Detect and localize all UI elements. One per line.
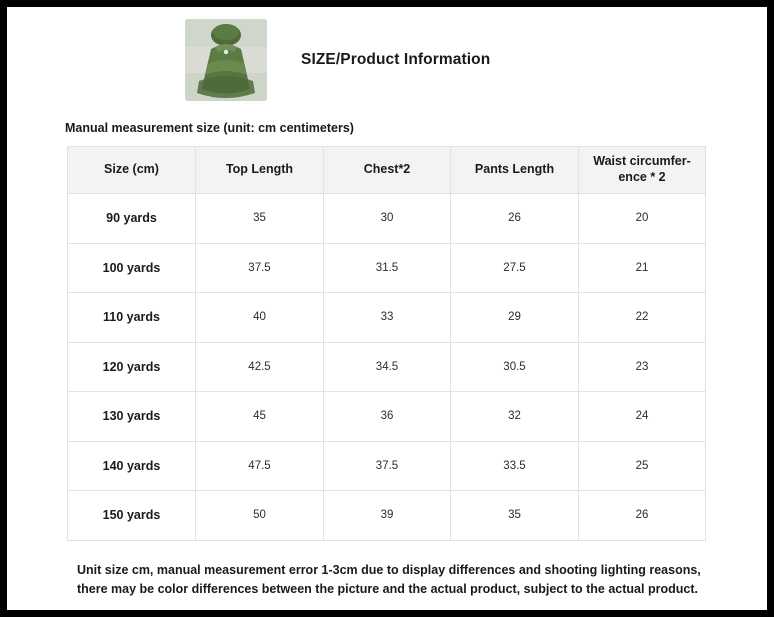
- cell-waist: 20: [579, 194, 706, 244]
- cell-size: 140 yards: [68, 441, 196, 491]
- cell-chest: 30: [324, 194, 451, 244]
- table-row: [68, 491, 706, 541]
- cell-top-length: 35: [196, 194, 324, 244]
- product-thumbnail: [185, 19, 267, 101]
- page-header: [7, 7, 767, 101]
- cell-top-length: 40: [196, 293, 324, 343]
- cell-pants-length: 30.5: [451, 342, 579, 392]
- cell-waist: 24: [579, 392, 706, 442]
- cell-pants-length: 27.5: [451, 243, 579, 293]
- cell-waist: 22: [579, 293, 706, 343]
- cell-top-length: 45: [196, 392, 324, 442]
- cell-top-length: 47.5: [196, 441, 324, 491]
- cell-chest: 37.5: [324, 441, 451, 491]
- table-row: [68, 441, 706, 491]
- cell-size: 100 yards: [68, 243, 196, 293]
- cell-top-length: 37.5: [196, 243, 324, 293]
- measurement-footnote: Unit size cm, manual measurement error 1-3cm due to display differences and shooting lighting reasons, there may be color differences between the picture and the actual product, subject to the actual product.: [77, 562, 701, 596]
- cell-waist: 21: [579, 243, 706, 293]
- cell-top-length: 50: [196, 491, 324, 541]
- measurement-subtitle: Manual measurement size (unit: cm centimeters): [65, 121, 354, 135]
- cell-pants-length: 32: [451, 392, 579, 442]
- table-row: [68, 392, 706, 442]
- cell-size: 150 yards: [68, 491, 196, 541]
- column-header-chest: Chest*2: [324, 147, 451, 194]
- cell-size: 130 yards: [68, 392, 196, 442]
- cell-chest: 34.5: [324, 342, 451, 392]
- cell-pants-length: 29: [451, 293, 579, 343]
- cell-size: 110 yards: [68, 293, 196, 343]
- table-row: [68, 194, 706, 244]
- cell-pants-length: 33.5: [451, 441, 579, 491]
- cell-top-length: 42.5: [196, 342, 324, 392]
- cell-chest: 33: [324, 293, 451, 343]
- size-table: [67, 146, 706, 541]
- column-header-waist: Waist circumfer-ence * 2: [579, 147, 706, 194]
- cell-waist: 25: [579, 441, 706, 491]
- column-header-size: Size (cm): [68, 147, 196, 194]
- cell-chest: 36: [324, 392, 451, 442]
- green-ruffle-outfit-photo: [185, 19, 267, 101]
- cell-size: 90 yards: [68, 194, 196, 244]
- cell-size: 120 yards: [68, 342, 196, 392]
- size-chart-page: [7, 7, 767, 610]
- cell-chest: 31.5: [324, 243, 451, 293]
- cell-waist: 23: [579, 342, 706, 392]
- cell-pants-length: 35: [451, 491, 579, 541]
- cell-chest: 39: [324, 491, 451, 541]
- cell-pants-length: 26: [451, 194, 579, 244]
- column-header-pants-length: Pants Length: [451, 147, 579, 194]
- cell-waist: 26: [579, 491, 706, 541]
- page-title: SIZE/Product Information: [301, 51, 491, 68]
- table-row: [68, 293, 706, 343]
- table-row: [68, 243, 706, 293]
- table-header-row: [68, 147, 706, 194]
- table-row: [68, 342, 706, 392]
- column-header-top-length: Top Length: [196, 147, 324, 194]
